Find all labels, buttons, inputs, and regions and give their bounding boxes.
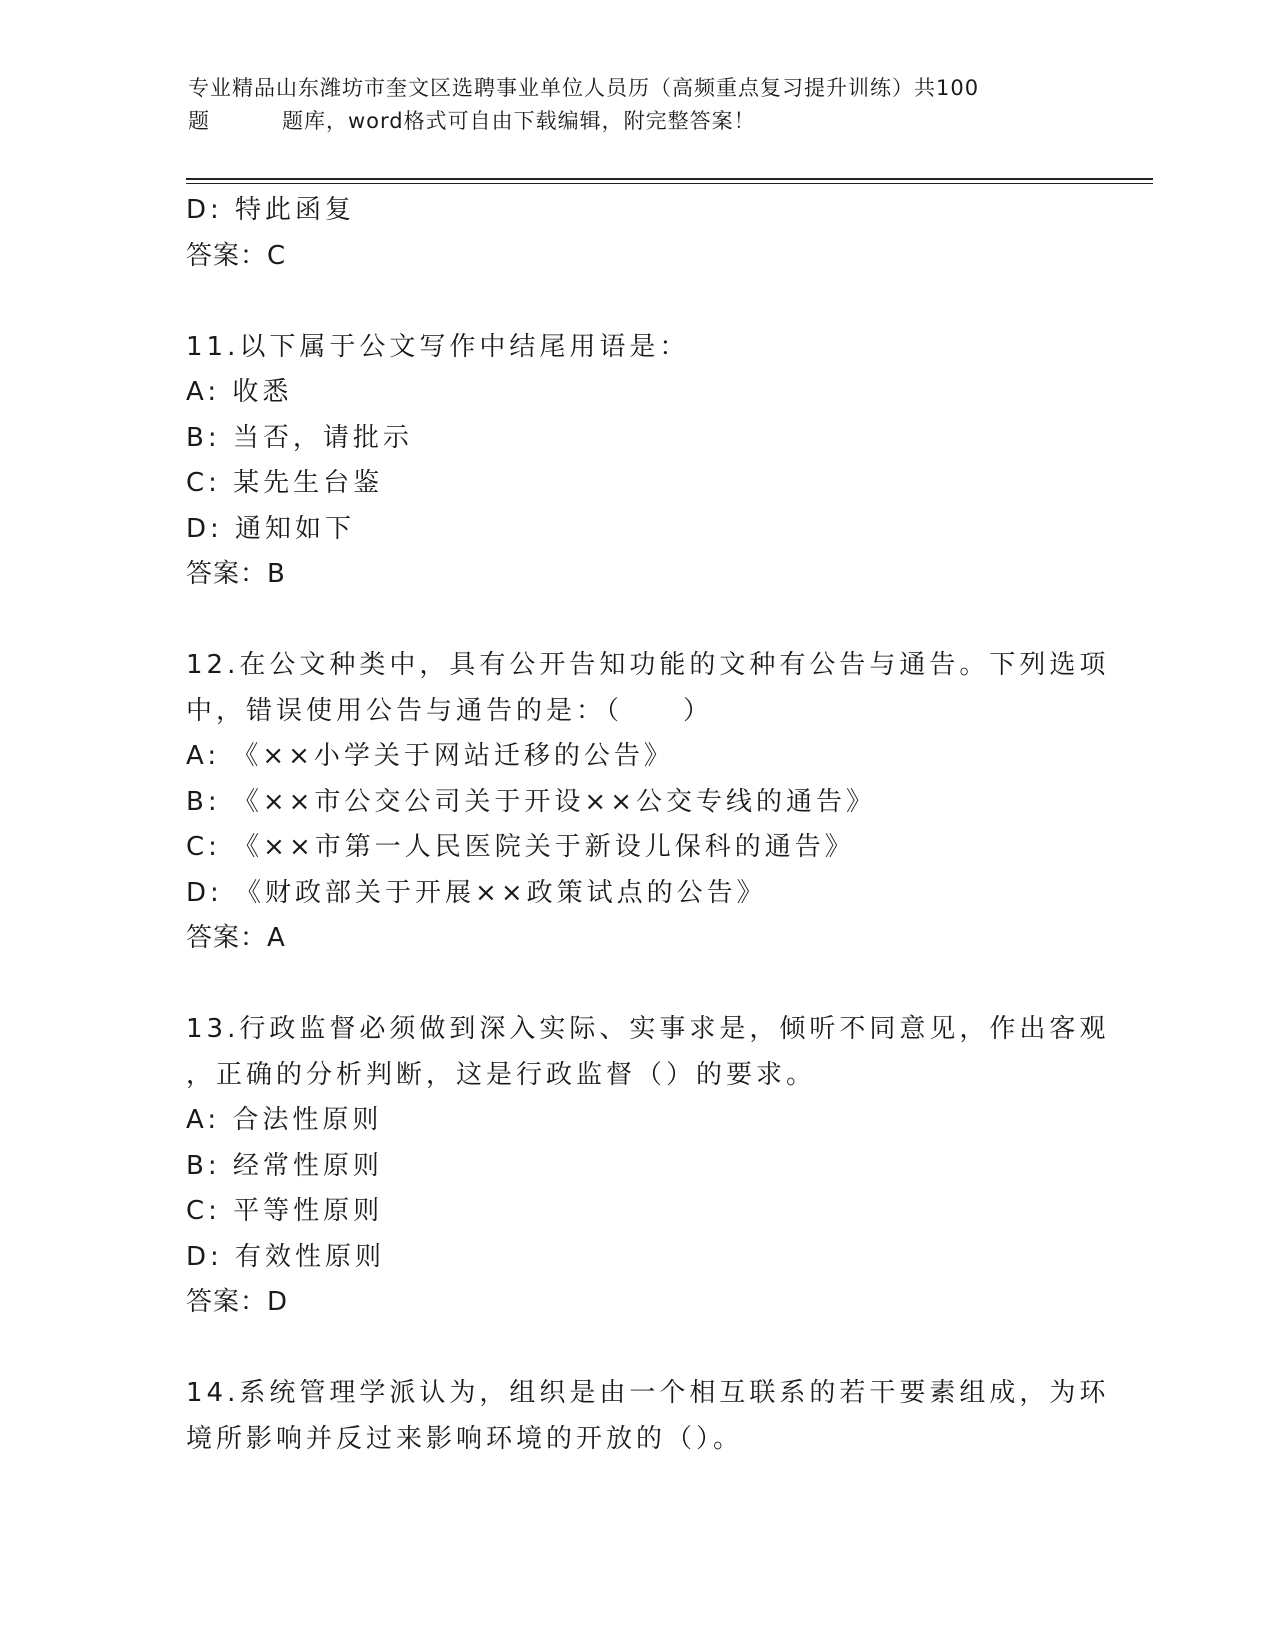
- question-13: [186, 1007, 1110, 1326]
- option-b: B: 经常性原则: [186, 1150, 383, 1181]
- option-a: A: 《××小学关于网站迁移的公告》: [186, 741, 674, 771]
- question-stem-cont: ，正确的分析判断，这是行政监督（）的要求。: [186, 1059, 817, 1090]
- spacer: [186, 962, 1086, 1008]
- option-a: A: 合法性原则: [186, 1105, 383, 1135]
- prev-option-d: D: 特此函复: [186, 195, 356, 225]
- header-rule-thin: [186, 183, 1153, 184]
- option-d: D: 通知如下: [186, 513, 356, 544]
- spacer: [186, 1326, 1086, 1372]
- document-header: [188, 72, 1088, 138]
- document-body: [186, 188, 1110, 1462]
- prev-answer: 答案：C: [186, 240, 287, 271]
- question-stem: 13.行政监督必须做到深入实际、实事求是，倾听不同意见，作出客观: [186, 1014, 1110, 1044]
- answer: 答案：B: [186, 559, 286, 589]
- option-c: C: 某先生台鉴: [186, 468, 384, 498]
- question-stem-cont: 中，错误使用公告与通告的是：（ ）: [186, 695, 714, 726]
- answer: 答案：A: [186, 923, 286, 953]
- question-12: [186, 643, 1110, 962]
- header-line-1: 专业精品山东潍坊市奎文区选聘事业单位人员历（高频重点复习提升训练）共100: [188, 76, 980, 100]
- question-11: [186, 325, 1086, 598]
- option-b: B: 当否，请批示: [186, 422, 413, 453]
- question-stem: 12.在公文种类中，具有公开告知功能的文种有公告与通告。下列选项: [186, 650, 1110, 680]
- answer: 答案：D: [186, 1287, 289, 1317]
- spacer: [186, 279, 1086, 325]
- spacer: [186, 598, 1086, 644]
- option-a: A: 收悉: [186, 377, 293, 407]
- question-stem: 14.系统管理学派认为，组织是由一个相互联系的若干要素组成，为环: [186, 1378, 1110, 1408]
- option-b: B: 《××市公交公司关于开设××公交专线的通告》: [186, 786, 877, 817]
- header-line-2-rest: 题库，word格式可自由下载编辑，附完整答案！: [282, 109, 756, 133]
- header-line-2: [188, 105, 1088, 138]
- option-d: D: 《财政部关于开展××政策试点的公告》: [186, 877, 767, 908]
- question-stem-cont: 境所影响并反过来影响环境的开放的（）。: [186, 1423, 744, 1454]
- option-c: C: 《××市第一人民医院关于新设儿保科的通告》: [186, 832, 855, 862]
- question-stem: 11.以下属于公文写作中结尾用语是：: [186, 331, 690, 362]
- question-14: [186, 1371, 1110, 1462]
- header-line-2-start: 题: [188, 109, 210, 133]
- option-d: D: 有效性原则: [186, 1241, 386, 1272]
- option-c: C: 平等性原则: [186, 1196, 384, 1226]
- header-rule-thick: [186, 178, 1153, 180]
